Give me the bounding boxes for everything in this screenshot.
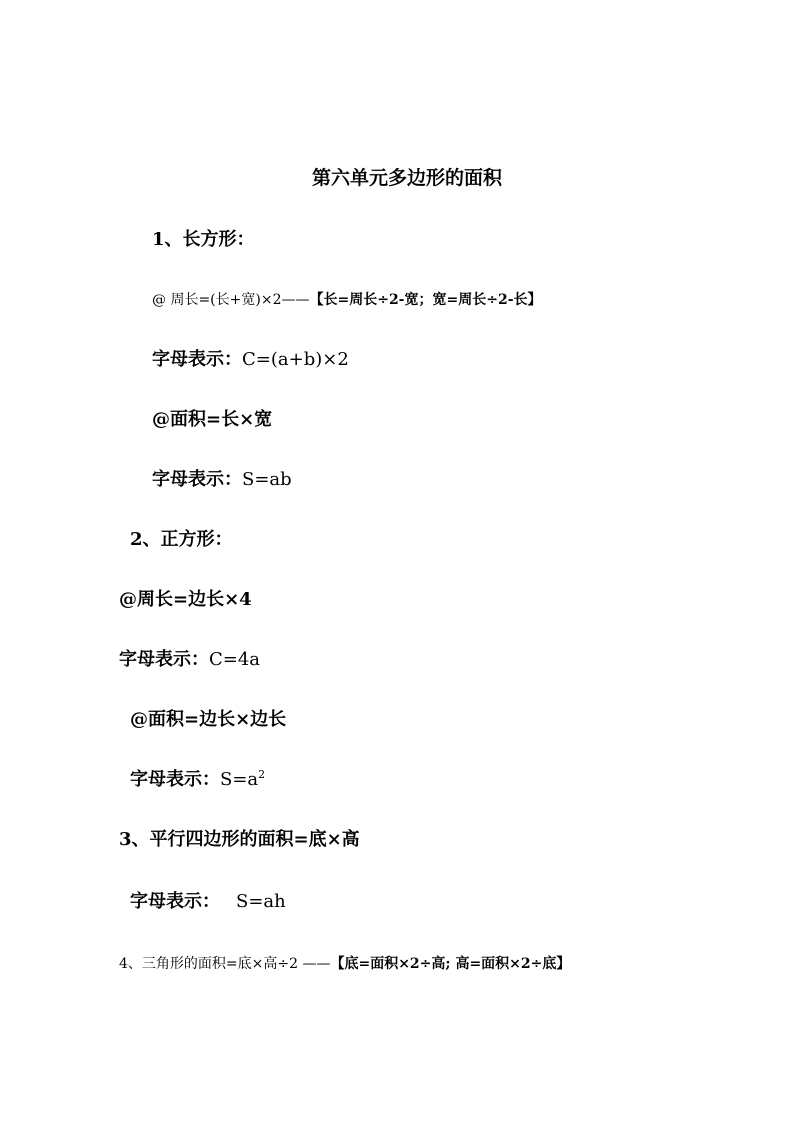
rectangle-area-letter <box>152 468 292 492</box>
triangle-area-main: 4、三角形的面积=底×高÷2 —— <box>119 956 331 972</box>
rectangle-heading: 1、长方形： <box>152 229 255 250</box>
rectangle-perimeter-formula <box>152 288 542 312</box>
page-title: 第六单元多边形的面积 <box>312 167 503 189</box>
square-area-letter <box>130 768 265 792</box>
exponent: 2 <box>258 768 266 781</box>
square-heading: 2、正方形： <box>130 529 233 550</box>
letter-formula: C=(a+b)×2 <box>242 349 349 370</box>
rectangle-perimeter-main: @ 周长=(长+宽)×2—— <box>152 292 310 308</box>
square-area-formula: @面积=边长×边长 <box>130 709 287 730</box>
letter-formula: C=4a <box>209 649 261 670</box>
square-perimeter-letter <box>119 648 260 672</box>
parallelogram-area-letter <box>130 890 286 914</box>
triangle-area-derived: 【底=面积×2÷高; 高=面积×2÷底】 <box>330 956 571 972</box>
letter-formula: S=a <box>220 769 259 790</box>
parallelogram-area-formula: 3、平行四边形的面积=底×高 <box>119 829 360 850</box>
letter-label: 字母表示： <box>119 649 209 670</box>
letter-label: 字母表示： <box>130 769 220 790</box>
rectangle-perimeter-letter <box>152 348 349 372</box>
letter-formula: S=ah <box>236 891 286 912</box>
rectangle-perimeter-derived: 【长=周长÷2-宽；宽=周长÷2-长】 <box>309 292 542 308</box>
square-perimeter-formula: @周长=边长×4 <box>119 589 252 610</box>
letter-formula: S=ab <box>242 469 292 490</box>
rectangle-area-formula: @面积=长×宽 <box>152 409 273 430</box>
letter-label: 字母表示： <box>152 349 242 370</box>
triangle-area-formula <box>119 952 570 976</box>
letter-label: 字母表示： <box>130 891 220 912</box>
letter-label: 字母表示： <box>152 469 242 490</box>
